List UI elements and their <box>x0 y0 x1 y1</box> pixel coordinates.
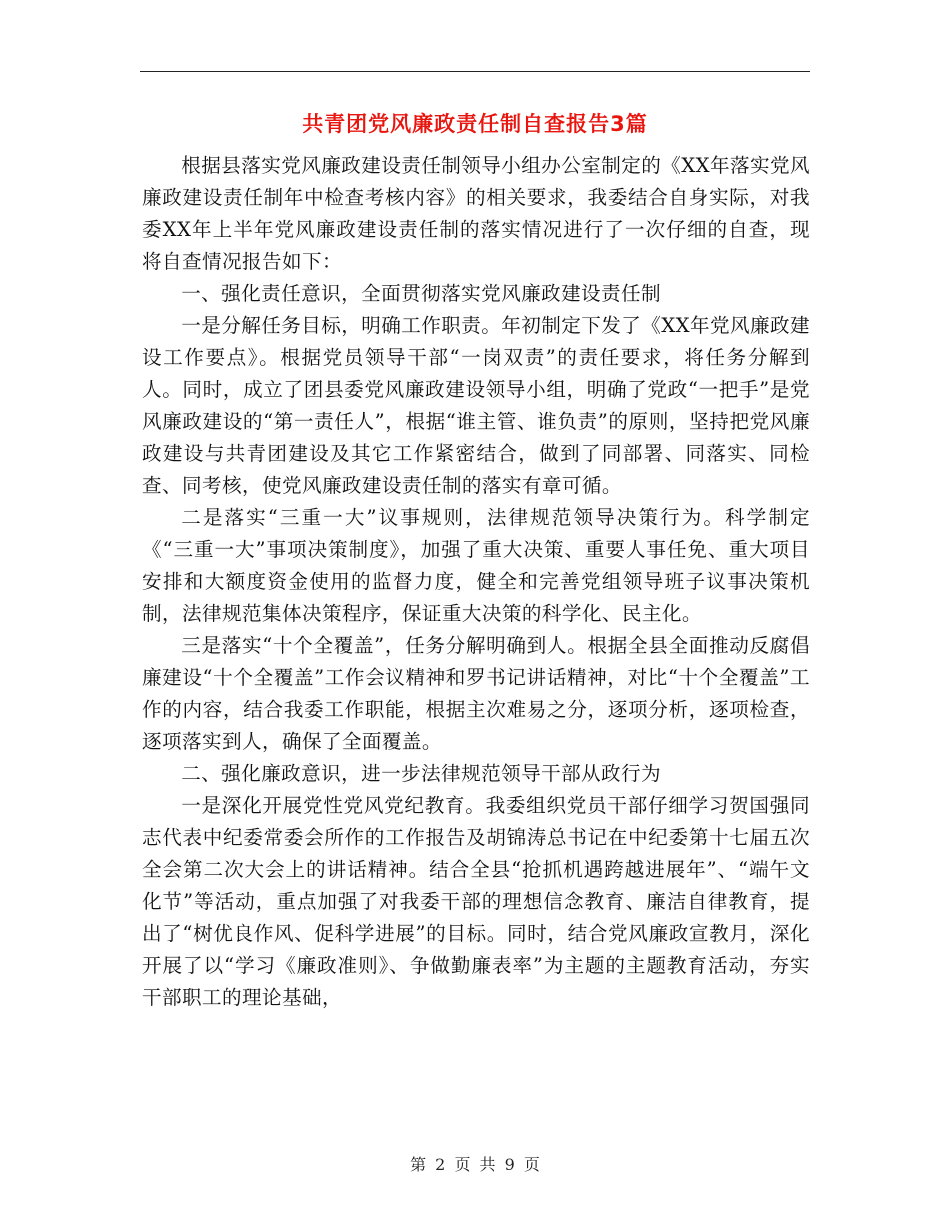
body-paragraph: 二是落实“三重一大”议事规则，法律规范领导决策行为。科学制定《“三重一大”事项决策制度》，加强了重大决策、重要人事任免、重大项目安排和大额度资金使用的监督力度，健全和完善党组领导班子议事决策机制，法律规范集体决策程序，保证重大决策的科学化、民主化。 <box>142 506 810 625</box>
page-footer: 第 2 页 共 9 页 <box>410 1155 540 1174</box>
intro-paragraph: 根据县落实党风廉政建设责任制领导小组办公室制定的《XX年落实党风廉政建设责任制年中检查考核内容》的相关要求，我委结合自身实际，对我委XX年上半年党风廉政建设责任制的落实情况进行了一次仔细的自查，现将自查情况报告如下： <box>142 154 810 273</box>
body-paragraph: 一是深化开展党性党风党纪教育。我委组织党员干部仔细学习贺国强同志代表中纪委常委会所作的工作报告及胡锦涛总书记在中纪委第十七届五次全会第二次大会上的讲话精神。结合全县“抢抓机遇跨越进展年”、“端午文化节”等活动，重点加强了对我委干部的理想信念教育、廉洁自律教育，提出了“树优良作风、促科学进展”的目标。同时，结合党风廉政宣教月，深化开展了以“学习《廉政准则》、争做勤廉表率”为主题的主题教育活动，夯实干部职工的理论基础， <box>142 794 810 1009</box>
header-rule <box>140 71 810 72</box>
section-heading-1: 一、强化责任意识，全面贯彻落实党风廉政建设责任制 <box>181 282 662 305</box>
body-paragraph: 三是落实“十个全覆盖”，任务分解明确到人。根据全县全面推动反腐倡廉建设“十个全覆盖”工作会议精神和罗书记讲话精神，对比“十个全覆盖”工作的内容，结合我委工作职能，根据主次难易之分，逐项分析，逐项检查，逐项落实到人，确保了全面覆盖。 <box>142 634 810 753</box>
document-body <box>142 150 810 1014</box>
section-heading-2: 二、强化廉政意识，进一步法律规范领导干部从政行为 <box>181 762 662 785</box>
document-title: 共青团党风廉政责任制自查报告3篇 <box>302 112 648 136</box>
body-paragraph: 一是分解任务目标，明确工作职责。年初制定下发了《XX年党风廉政建设工作要点》。根据党员领导干部“一岗双责”的责任要求，将任务分解到人。同时，成立了团县委党风廉政建设领导小组，明确了党政“一把手”是党风廉政建设的“第一责任人”，根据“谁主管、谁负责”的原则，坚持把党风廉政建设与共青团建设及其它工作紧密结合，做到了同部署、同落实、同检查、同考核，使党风廉政建设责任制的落实有章可循。 <box>142 314 810 497</box>
